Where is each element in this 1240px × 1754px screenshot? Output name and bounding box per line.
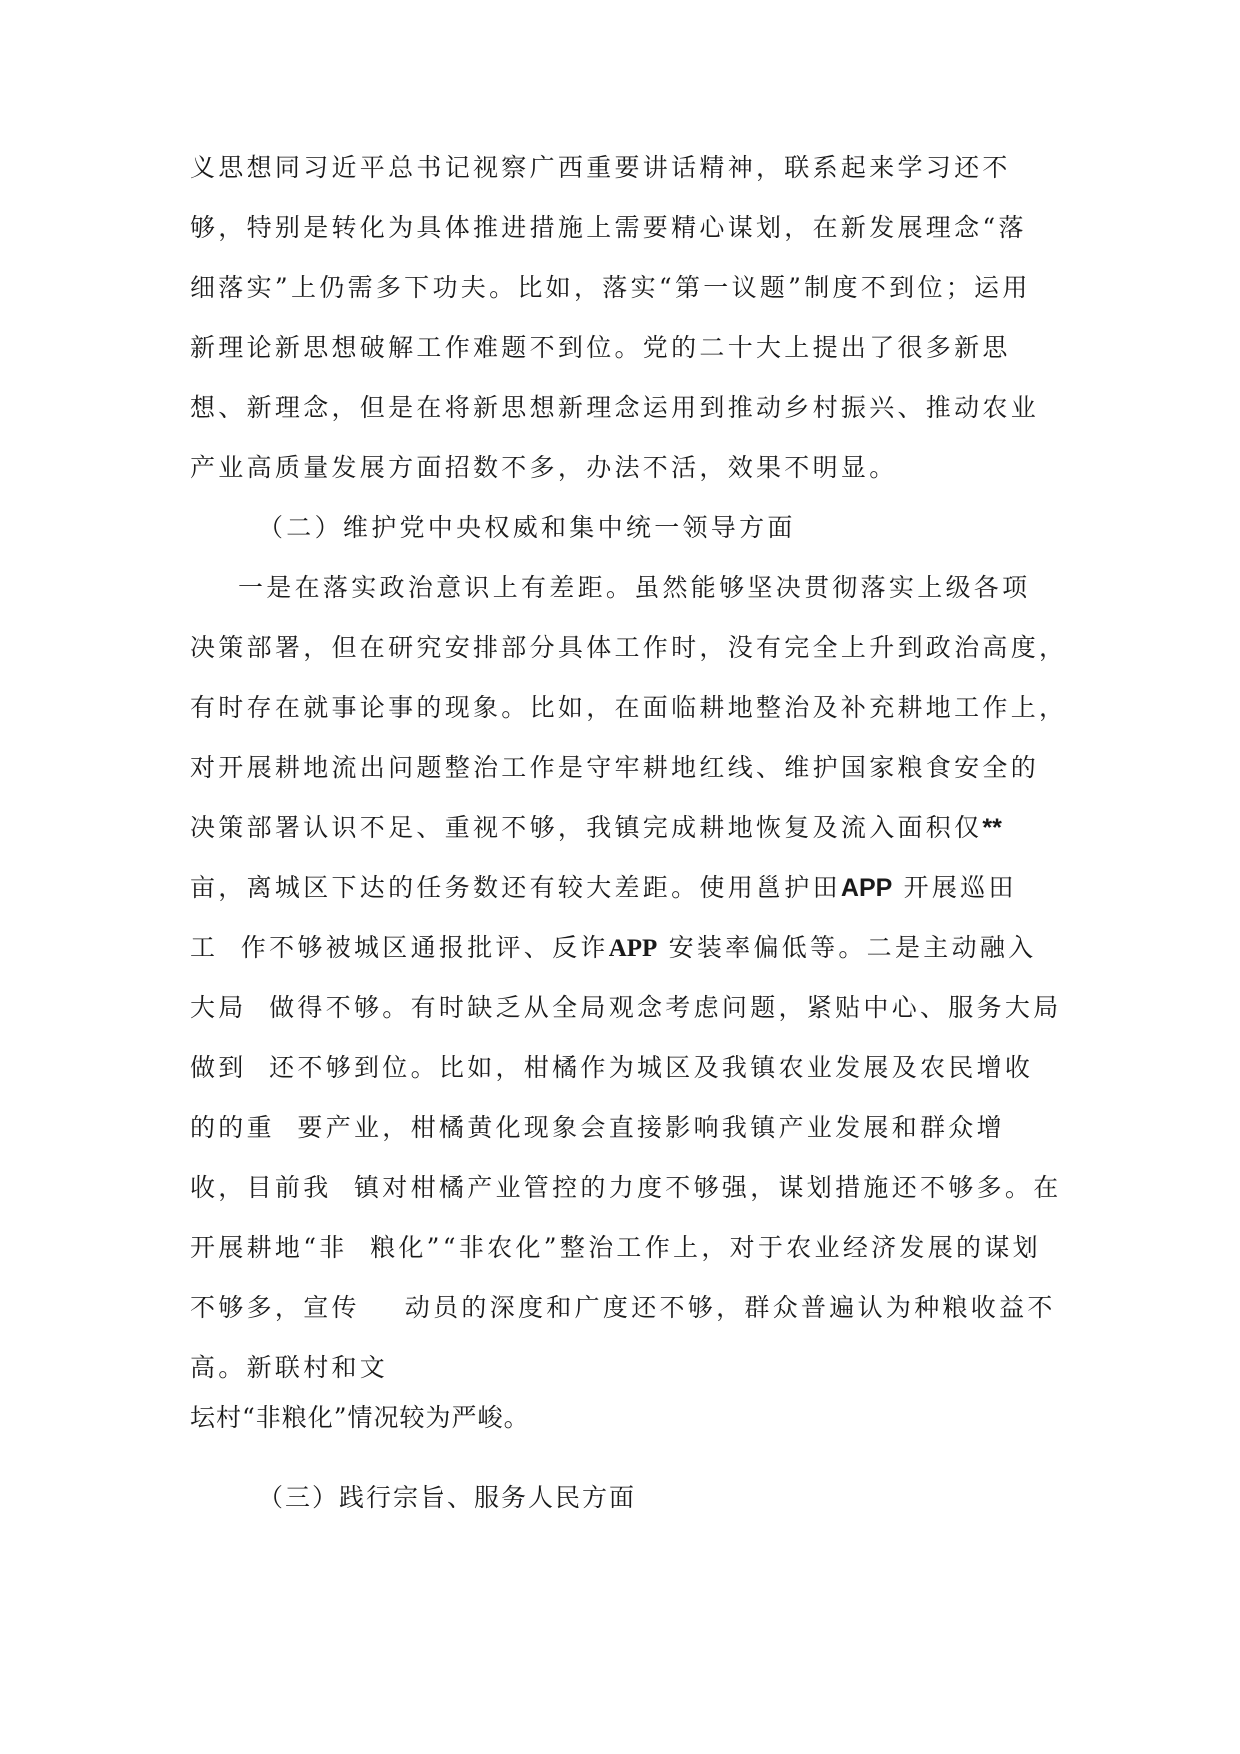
paragraph-2-line-10: 的的重 要产业，柑橘黄化现象会直接影响我镇产业发展和群众增 [190,1113,1005,1142]
paragraph-2-line-15: 坛村“非粮化”情况较为严峻。 [190,1403,530,1432]
paragraph-2-line-4: 对开展耕地流出问题整治工作是守牢耕地红线、维护国家粮食安全的 [190,753,1040,782]
paragraph-2-line-6-text-a: 亩，离城区下达的任务数还有较大差距。使用邕护田 [190,873,841,902]
paragraph-2-line-7-text-a: 工 作不够被城区通报批评、反诈 [190,933,609,962]
paragraph-2-line-13: 不够多，宣传 动员的深度和广度还不够，群众普遍认为种粮收益不 [190,1293,1056,1322]
paragraph-2-line-8: 大局 做得不够。有时缺乏从全局观念考虑问题，紧贴中心、服务大局 [190,993,1062,1022]
paragraph-2-line-6-text-b: 开展巡田 [903,873,1017,902]
paragraph-2-line-11: 收，目前我 镇对柑橘产业管控的力度不够强，谋划措施还不够多。在 [190,1173,1062,1202]
paragraph-2-line-5-text: 决策部署认识不足、重视不够，我镇完成耕地恢复及流入面积仅 [190,813,983,842]
paragraph-2-line-2: 决策部署，但在研究安排部分具体工作时，没有完全上升到政治高度， [190,633,1068,662]
paragraph-1-line-2: 够，特别是转化为具体推进措施上需要精心谋划，在新发展理念“落 [190,213,1027,242]
paragraph-1-line-6: 产业高质量发展方面招数不多，办法不活，效果不明显。 [190,453,898,482]
paragraph-2-line-3: 有时存在就事论事的现象。比如，在面临耕地整治及补充耕地工作上， [190,693,1068,722]
paragraph-1-line-3: 细落实”上仍需多下功夫。比如，落实“第一议题”制度不到位；运用 [190,273,1031,302]
section-heading-3: （三）践行宗旨、服务人民方面 [258,1483,637,1512]
paragraph-2-line-5 [190,808,1002,848]
masked-value: ** [982,814,1002,842]
paragraph-2-line-12: 开展耕地“非 粮化”“非农化”整治工作上，对于农业经济发展的谋划 [190,1233,1041,1262]
paragraph-2-line-7 [190,928,1036,968]
paragraph-1-line-4: 新理论新思想破解工作难题不到位。党的二十大上提出了很多新思 [190,333,1011,362]
app-label: APP [608,935,658,962]
paragraph-2-line-14: 高。新联村和文 [190,1353,389,1382]
paragraph-2-line-9: 做到 还不够到位。比如，柑橘作为城区及我镇农业发展及农民增收 [190,1053,1034,1082]
paragraph-2-line-1: 一是在落实政治意识上有差距。虽然能够坚决贯彻落实上级各项 [238,573,1031,602]
paragraph-1-line-1: 义思想同习近平总书记视察广西重要讲话精神，联系起来学习还不 [190,153,1011,182]
app-label: APP [840,874,893,902]
paragraph-2-line-6 [190,868,1017,908]
paragraph-1-line-5: 想、新理念，但是在将新思想新理念运用到推动乡村振兴、推动农业 [190,393,1040,422]
paragraph-2-line-7-text-b: 安装率偏低等。二是主动融入 [668,933,1037,962]
section-heading-2: （二）维护党中央权威和集中统一领导方面 [258,513,796,542]
